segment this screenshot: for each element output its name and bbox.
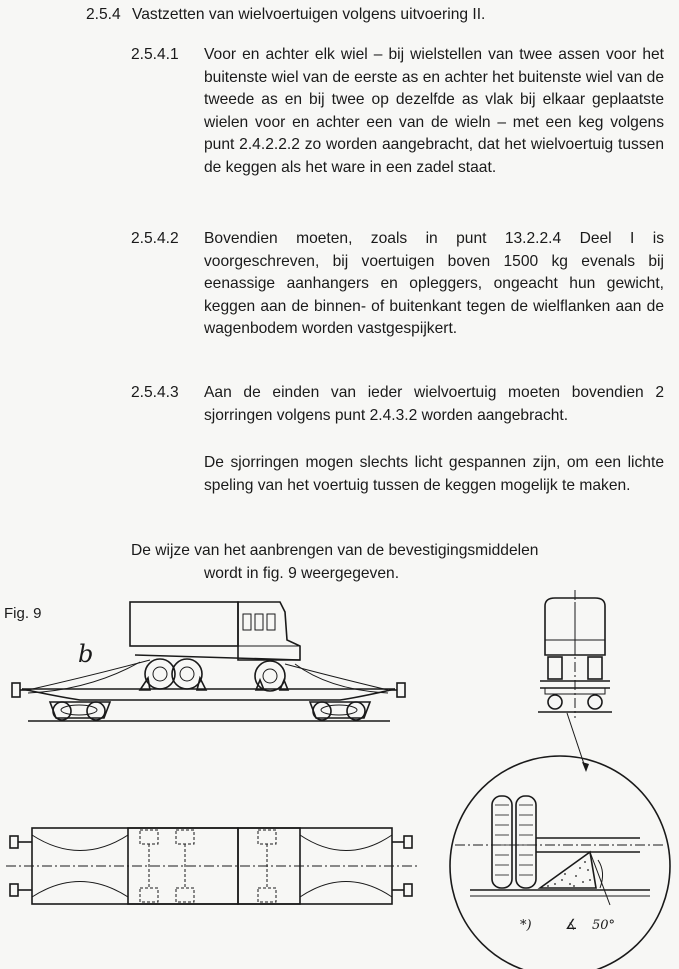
- truck-cab: [238, 602, 300, 660]
- detail-leader-line: [567, 713, 586, 770]
- truck-wheel-rear: [255, 661, 285, 691]
- detail-circle: [450, 756, 670, 969]
- truck-wheel-front: [145, 659, 202, 689]
- item-number-3: 2.5.4.3: [131, 384, 179, 401]
- plan-view: [6, 828, 420, 904]
- item-text-2: Bovendien moeten, zoals in punt 13.2.2.4 Deel I is voorgeschreven, bij voertuigen boven 1500 kg evenals bij eenassige aanhangers en opleggers, ongeacht hun gewicht, keggen aan de binnen- of buitenkant tegen de wielflanken aan de wagenbodem worden vastgespijkert.: [204, 230, 664, 338]
- section-number: 2.5.4: [86, 6, 121, 23]
- angle-symbol: ∡: [565, 917, 578, 933]
- detail-leader-arrowhead: [582, 762, 589, 772]
- closing-line-2: wordt in fig. 9 weergegeven.: [204, 565, 400, 582]
- side-view-flatcar: [12, 602, 405, 721]
- section-title: Vastzetten van wielvoertuigen volgens uitvoering II.: [132, 6, 486, 23]
- item-text-1: Voor en achter elk wiel – bij wielstellen van twee assen voor het buitenste wiel van de eerste as en achter het buitenste wiel van de tweede as en bij twee op dezelfde as vlak bij elkaar geplaatste wielen voor en achter een van de wieln – met een keg volgens punt 2.4.2.2.2 zo worden aangebracht, dat het wielvoertuig tussen de keggen als het ware in een zadel staat.: [204, 46, 664, 176]
- bogie-left: [50, 702, 110, 720]
- handwritten-mark: b: [78, 640, 94, 668]
- detail-note: *): [520, 918, 532, 933]
- closing-line-1: De wijze van het aanbrengen van de bevestigingsmiddelen: [131, 542, 539, 559]
- end-view: [538, 590, 612, 718]
- item-text-3a: Aan de einden van ieder wielvoertuig moeten bovendien 2 sjorringen volgens punt 2.4.3.2 worden aangebracht.: [204, 384, 664, 424]
- angle-value: 50°: [592, 918, 616, 933]
- bogie-right: [310, 702, 370, 720]
- figure-label: Fig. 9: [4, 605, 42, 622]
- item-text-3b: De sjorringen mogen slechts licht gespannen zijn, om een lichte speling van het voertuig tussen de keggen mogelijk te maken.: [204, 454, 664, 494]
- item-number-1: 2.5.4.1: [131, 46, 179, 63]
- item-number-2: 2.5.4.2: [131, 230, 179, 247]
- truck-box: [130, 602, 238, 646]
